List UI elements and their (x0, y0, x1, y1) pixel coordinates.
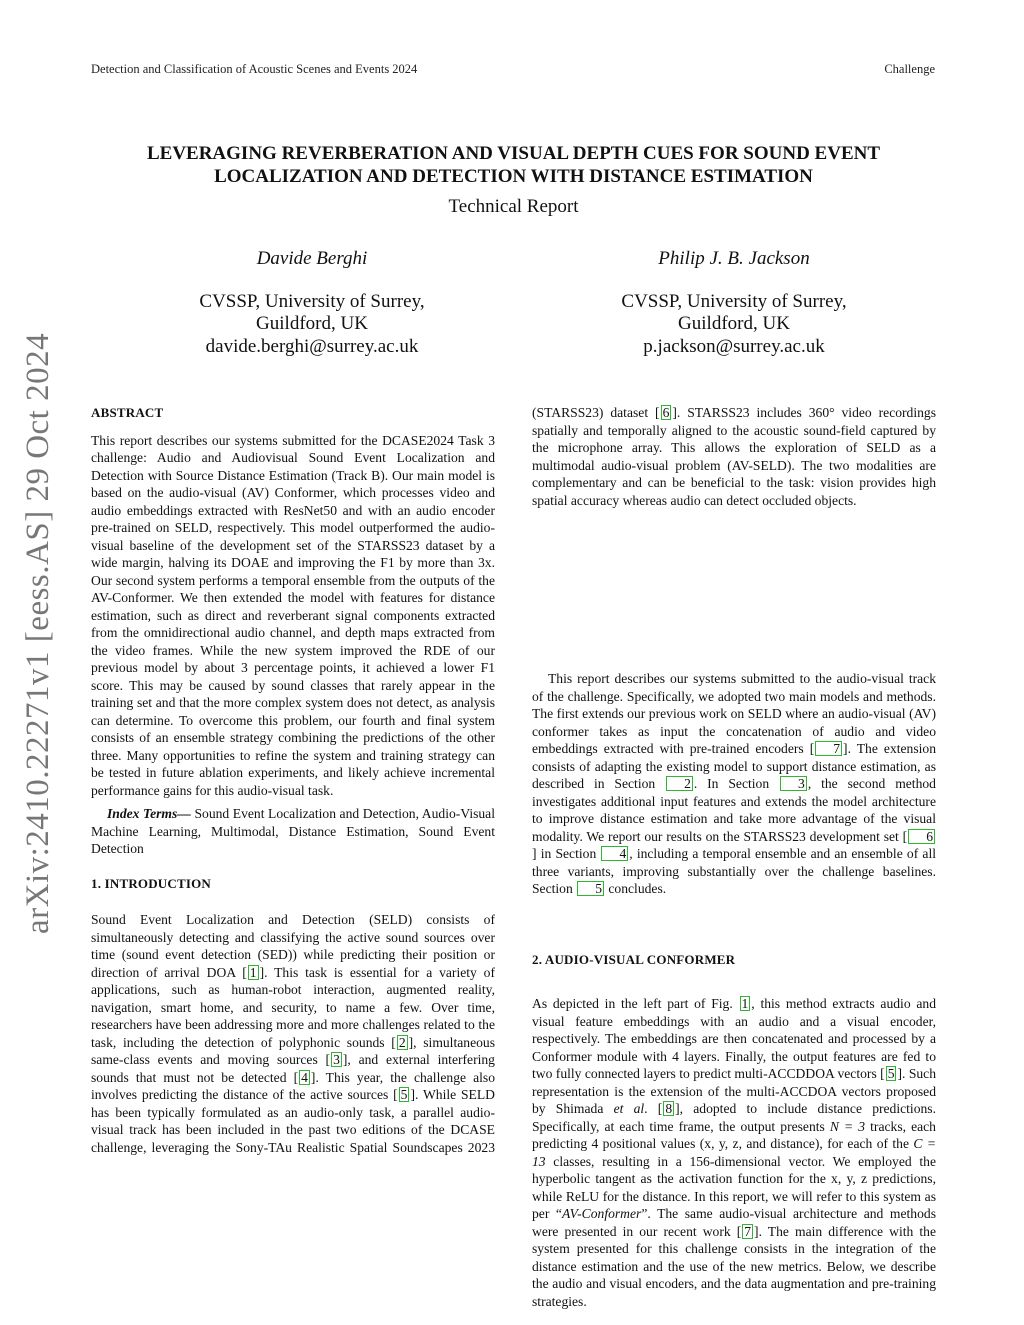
section-link[interactable]: 4 (601, 846, 628, 861)
citation-link[interactable]: 7 (744, 1223, 752, 1239)
citation-link[interactable]: 5 (400, 1087, 408, 1102)
citation-link[interactable]: 4 (301, 1069, 308, 1085)
intro-paragraph-1: Sound Event Localization and Detection (SELD) consists of simultaneously detecting and classifying the active sound sources over time (sound event detection (SED)) while predicting their position or direction of arrival DOA [ 1 ]. This task is essential for a variety of applications, such as human-robot interaction, augmented reality, navigation, smart home, and security, to name a few. Over time, researchers have been addressing more and more challenges related to the task, including the detection of polyphonic sounds [ 2 ], simultaneous same-class events and moving sources [ 3 ], and external interfering sounds that must not be detected [ 4 ]. This year, the challenge also involves predicting the distance of the active sources [ 5 ]. While SELD has been typically formulated as an audio-only task, a parallel audio-visual track has been included in the past two editions of the DCASE challenge, leveraging the Sony-TAu Realistic Spatial Soundscapes 2023 (91, 911, 495, 1156)
author-email: p.jackson@surrey.ac.uk (643, 335, 825, 357)
author-affiliation: CVSSP, University of Surrey, (621, 290, 847, 312)
author-email: davide.berghi@surrey.ac.uk (205, 335, 419, 357)
running-header-right: Challenge (884, 62, 935, 76)
citation-link[interactable]: 7 (815, 741, 842, 756)
paper-title (91, 142, 936, 188)
author-name: Davide Berghi (256, 248, 368, 269)
left-column (91, 404, 495, 1156)
title-line-1: LEVERAGING REVERBERATION AND VISUAL DEPTH CUES FOR SOUND EVENT (146, 143, 881, 164)
arxiv-watermark: arXiv:2410.22271v1 [eess.AS] 29 Oct 2024 (20, 332, 56, 934)
section-link[interactable]: 2 (666, 776, 693, 791)
title-line-2: LOCALIZATION AND DETECTION WITH DISTANCE ESTIMATION (214, 166, 813, 187)
intro-flow (91, 911, 495, 1156)
author-block-2 (534, 248, 934, 358)
right-column (532, 404, 936, 1310)
author-location: Guildford, UK (678, 313, 790, 334)
index-terms-label: Index Terms— (107, 806, 191, 821)
intro-paragraph-2: This report describes our systems submitted to the audio-visual track of the challenge. Specifically, we adopted two main models and methods. The first extends our previous work on SELD where an audio-visual (AV) conformer takes as input the concatenation of audio and video embeddings extracted with pre-trained encoders [ 7 ]. The extension consists of adapting the existing model to support distance estimation, as described in Section 2 . In Section 3 , the second method investigates additional input features and extends the model architecture to improve distance estimation and take more advantage of the visual modality. We report our results on the STARSS23 development set [ 6] in Section 4 , including a temporal ensemble and an ensemble of all three variants, improving substantially over the challenge baselines. Section 5 concludes. (532, 671, 937, 896)
index-terms (91, 805, 495, 858)
author-name: Philip J. B. Jackson (658, 248, 810, 269)
intro-paragraph-1-continued: (STARSS23) dataset [ 6 ]. STARSS23 includes 360° video recordings spatially and temporally aligned to the acoustic sound-field captured by the microphone array. This allows the exploration of SELD as a multimodal audio-visual problem (AV-SELD). The two modalities are complementary and can be beneficial to the task: vision provides high spatial accuracy whereas audio can detect occluded objects. (532, 404, 936, 509)
running-header-left: Detection and Classification of Acoustic Scenes and Events 2024 (91, 62, 418, 76)
paper-subtitle: Technical Report (448, 196, 579, 217)
citation-link[interactable]: 6 (662, 405, 670, 420)
author-location: Guildford, UK (256, 313, 368, 334)
section-link[interactable]: 5 (577, 881, 604, 896)
citation-link[interactable]: 6 (908, 829, 935, 844)
abstract-heading: ABSTRACT (91, 405, 164, 420)
citation-link[interactable]: 8 (665, 1101, 673, 1116)
section-link[interactable]: 3 (780, 776, 807, 791)
index-terms-text: Sound Event Localization and Detection, Audio-Visual Machine Learning, Multimodal, Distance Estimation, Sound Event Detection (91, 806, 495, 856)
section-2-paragraph-1: As depicted in the left part of Fig. 1 , this method extracts audio and visual feature embeddings with an audio and a visual encoder, respectively. The embeddings are then concatenated and processed by a Conformer module with 4 layers. Finally, the output features are fed to two fully connected layers to predict multi-ACCDDOA vectors [ 5 ]. Such representation is the extension of the multi-ACCDOA vectors proposed by Shimada et al. [ 8 ], adopted to include distance predictions. Specifically, at each time frame, the output presents N = 3 tracks, each predicting 4 positional values (x, y, z, and distance), for each of the C = 13 classes, resulting in a 156-dimensional vector. We employed the hyperbolic tangent as the activation function for the x, y, z predictions, while ReLU for the distance. In this report, we will refer to this system as per “AV-Conformer”. The same audio-visual architecture and methods were presented in our recent work [ 7 ]. The main difference with the system presented for this challenge consists in the integration of the distance estimation and the use of the new metrics. Below, we describe the audio and visual encoders, and the data augmentation and pre-training strategies. (532, 996, 937, 1309)
citation-link[interactable]: 2 (398, 1034, 406, 1050)
abstract-text: This report describes our systems submitted for the DCASE2024 Task 3 challenge: Audio and Audiovisual Sound Event Localization and Detection with Source Distance Estimation (Track B). Our main model is based on the audio-visual (AV) Conformer, which processes video and audio embeddings extracted with ResNet50 and with an audio encoder pre-trained on SELD, respectively. This model outperformed the audio-visual baseline of the development set of the STARSS23 dataset by a wide margin, halving its DOAE and improving the F1 by more than 3x. Our second system performs a temporal ensemble from the outputs of the AV-Conformer. We then extended the model with features for distance estimation, such as direct and reverberant signal components extracted from the omnidirectional audio channel, and depth maps extracted from the video frames. While the new system improved the RDE of our previous model by about 3 percentage points, it achieved a lower F1 score. This may be caused by sound classes that rarely appear in the training set and that the more complex system does not detect, as analysis can determine. To overcome this problem, our fourth and final system consists of an ensemble strategy combining the predictions of the other three. Many opportunities to refine the system and training strategy can be tested in future ablation experiments, and likely achieve incremental performance gains for this audio-visual task. (91, 432, 495, 798)
author-affiliation: CVSSP, University of Surrey, (199, 290, 425, 312)
section-1-heading: 1. INTRODUCTION (91, 875, 212, 891)
citation-link[interactable]: 3 (333, 1052, 340, 1067)
math-c: C = 13 (532, 1136, 937, 1169)
author-block-1 (112, 248, 512, 358)
intro-continuation (532, 404, 936, 666)
section-2-heading: 2. AUDIO-VISUAL CONFORMER (532, 951, 736, 967)
figure-link[interactable]: 1 (741, 996, 749, 1011)
citation-link[interactable]: 1 (249, 964, 257, 980)
math-n: N = 3 (829, 1118, 866, 1134)
citation-link[interactable]: 5 (887, 1066, 895, 1081)
